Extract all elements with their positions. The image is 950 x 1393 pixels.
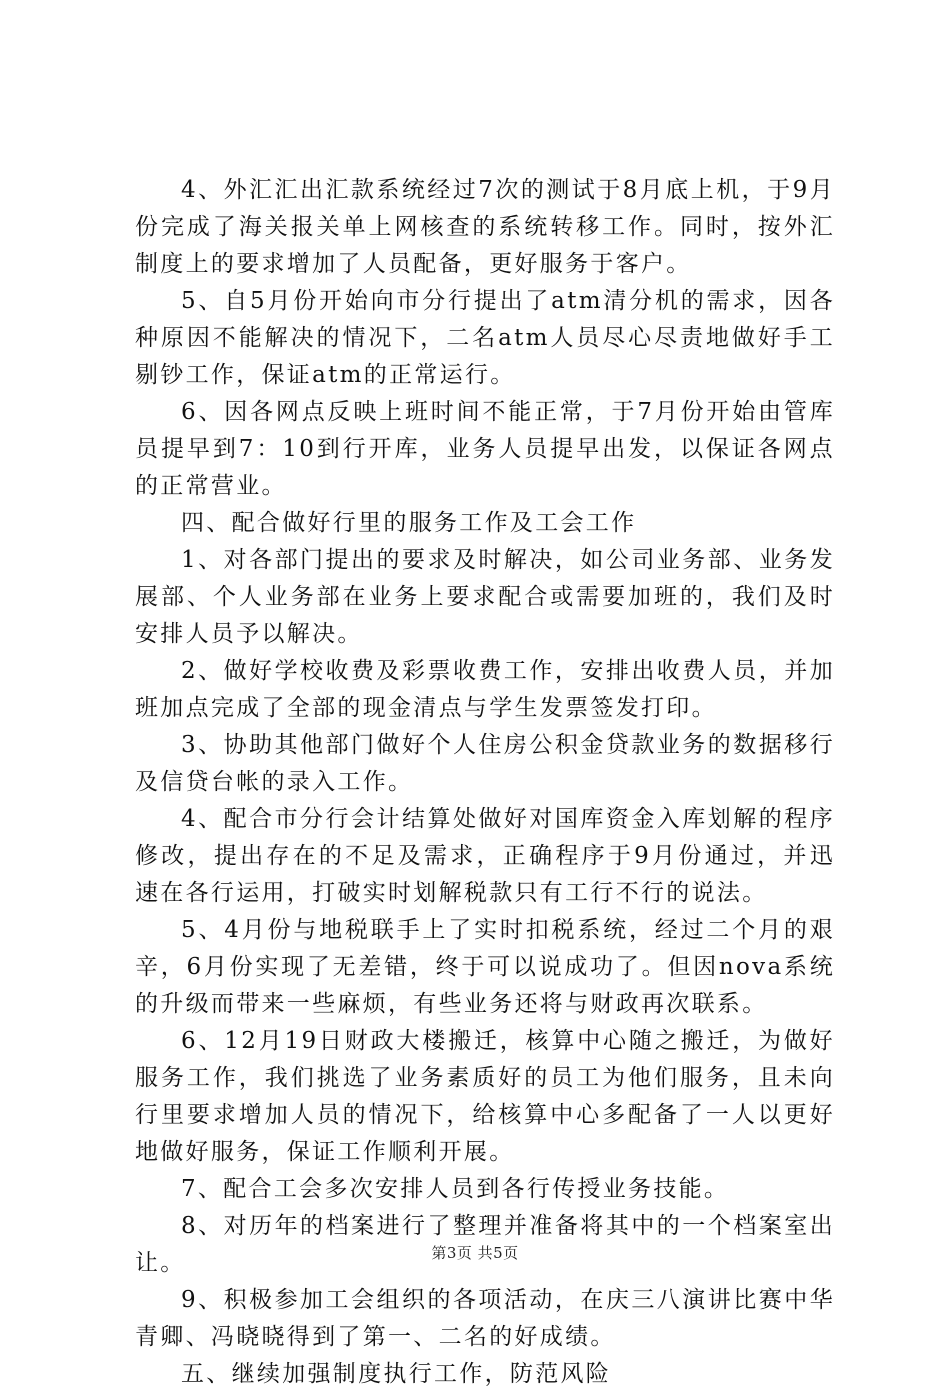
paragraph-archives: 8、对历年的档案进行了整理并准备将其中的一个档案室出让。 <box>135 1213 835 1276</box>
paragraph-housing-fund: 3、协助其他部门做好个人住房公积金贷款业务的数据移行及信贷台帐的录入工作。 <box>135 732 835 795</box>
paragraph-finance-relocation: 6、12月19日财政大楼搬迁，核算中心随之搬迁，为做好服务工作，我们挑选了业务素质好的员工为他们服务，且未向行里要求增加人员的情况下，给核算中心多配备了一人以更好地做好服务，保证工作顺利开展。 <box>135 1028 835 1165</box>
document-body <box>135 172 835 1393</box>
page-number-footer: 第3页 共5页 <box>431 1244 519 1262</box>
paragraph-school-lottery-fees: 2、做好学校收费及彩票收费工作，安排出收费人员，并加班加点完成了全部的现金清点与学生发票签发打印。 <box>135 658 835 721</box>
paragraph-union-training: 7、配合工会多次安排人员到各行传授业务技能。 <box>181 1176 730 1202</box>
paragraph-vault-opening: 6、因各网点反映上班时间不能正常，于7月份开始由管库员提早到7：10到行开库，业务人员提早出发，以保证各网点的正常营业。 <box>135 399 835 499</box>
paragraph-forex-remittance: 4、外汇汇出汇款系统经过7次的测试于8月底上机，于9月份完成了海关报关单上网核查的系统转移工作。同时，按外汇制度上的要求增加了人员配备，更好服务于客户。 <box>135 177 835 277</box>
section-heading-risk-control: 五、继续加强制度执行工作，防范风险 <box>181 1361 612 1387</box>
section-heading-service-union: 四、配合做好行里的服务工作及工会工作 <box>181 510 637 536</box>
paragraph-atm-sorter: 5、自5月份开始向市分行提出了atm清分机的需求，因各种原因不能解决的情况下，二名atm人员尽心尽责地做好手工剔钞工作，保证atm的正常运行。 <box>135 288 835 388</box>
paragraph-department-requests: 1、对各部门提出的要求及时解决，如公司业务部、业务发展部、个人业务部在业务上要求配合或需要加班的，我们及时安排人员予以解决。 <box>135 547 835 647</box>
paragraph-treasury-program: 4、配合市分行会计结算处做好对国库资金入库划解的程序修改，提出存在的不足及需求，正确程序于9月份通过，并迅速在各行运用，打破实时划解税款只有工行不行的说法。 <box>135 806 835 906</box>
paragraph-tax-system: 5、4月份与地税联手上了实时扣税系统，经过二个月的艰辛，6月份实现了无差错，终于可以说成功了。但因nova系统的升级而带来一些麻烦，有些业务还将与财政再次联系。 <box>135 917 835 1017</box>
paragraph-union-activities: 9、积极参加工会组织的各项活动，在庆三八演讲比赛中华青卿、冯晓晓得到了第一、二名的好成绩。 <box>135 1287 835 1350</box>
